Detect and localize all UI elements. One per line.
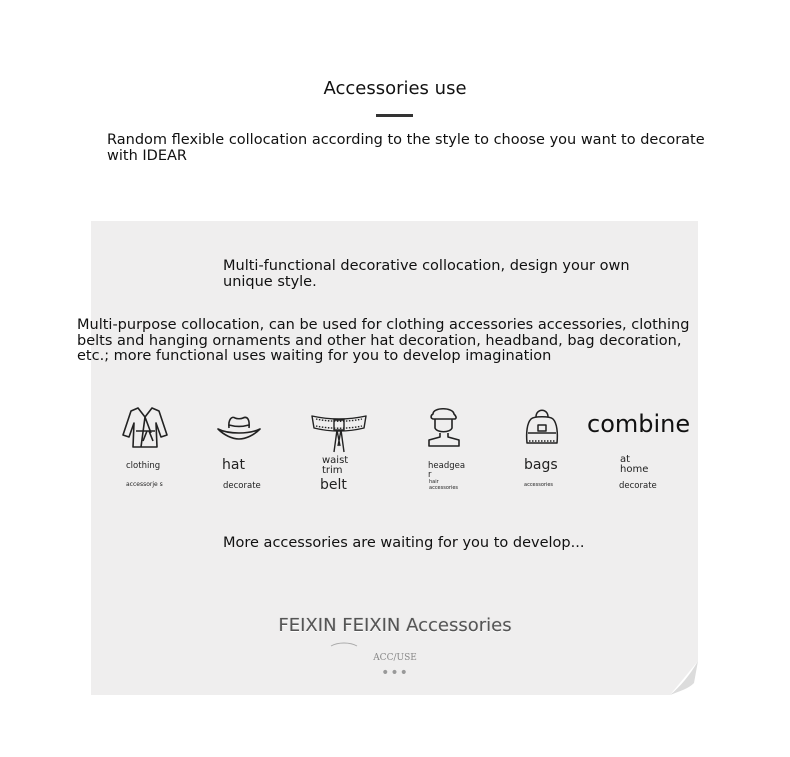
headgear-label: headgea r <box>428 461 466 480</box>
belt-icon <box>310 412 368 456</box>
bag-icon <box>524 405 560 447</box>
brand-subtitle: ACC/USE <box>373 653 417 663</box>
belt-top-label: waist trim <box>322 455 349 476</box>
combine-label: combine <box>587 410 691 438</box>
more-accessories-text: More accessories are waiting for you to develop... <box>223 535 585 551</box>
dots-decoration: ••• <box>381 665 409 681</box>
page-title: Accessories use <box>323 78 467 99</box>
headgear-sub-label: hair accessories <box>429 479 459 491</box>
clothing-sub-label: accessorje s <box>126 481 163 488</box>
hat-sub-label: decorate <box>223 481 261 491</box>
title-underline <box>376 114 413 117</box>
hat-icon <box>216 413 262 443</box>
at-home-label: at home <box>620 454 649 475</box>
brand-name: FEIXIN FEIXIN Accessories <box>278 615 512 636</box>
hat-label: hat <box>222 457 245 473</box>
belt-label: belt <box>320 477 347 493</box>
card-description: Multi-purpose collocation, can be used for clothing accessories accessories, clothing belts and hanging ornaments and other hat decoration, headband, bag decoration, etc.; more functional uses waiting for you to develop imagination <box>77 317 690 364</box>
headgear-icon <box>425 404 463 448</box>
robe-icon <box>121 405 169 449</box>
combine-sub-label: decorate <box>619 481 657 491</box>
bags-sub-label: accessories <box>524 482 554 488</box>
card-subtitle: Multi-functional decorative collocation, design your own unique style. <box>223 258 630 290</box>
bags-label: bags <box>524 457 558 473</box>
intro-text: Random flexible collocation according to the style to choose you want to decorate with IDEAR <box>107 132 705 164</box>
clothing-label: clothing <box>126 461 161 471</box>
brand-arc-decoration <box>330 641 358 647</box>
